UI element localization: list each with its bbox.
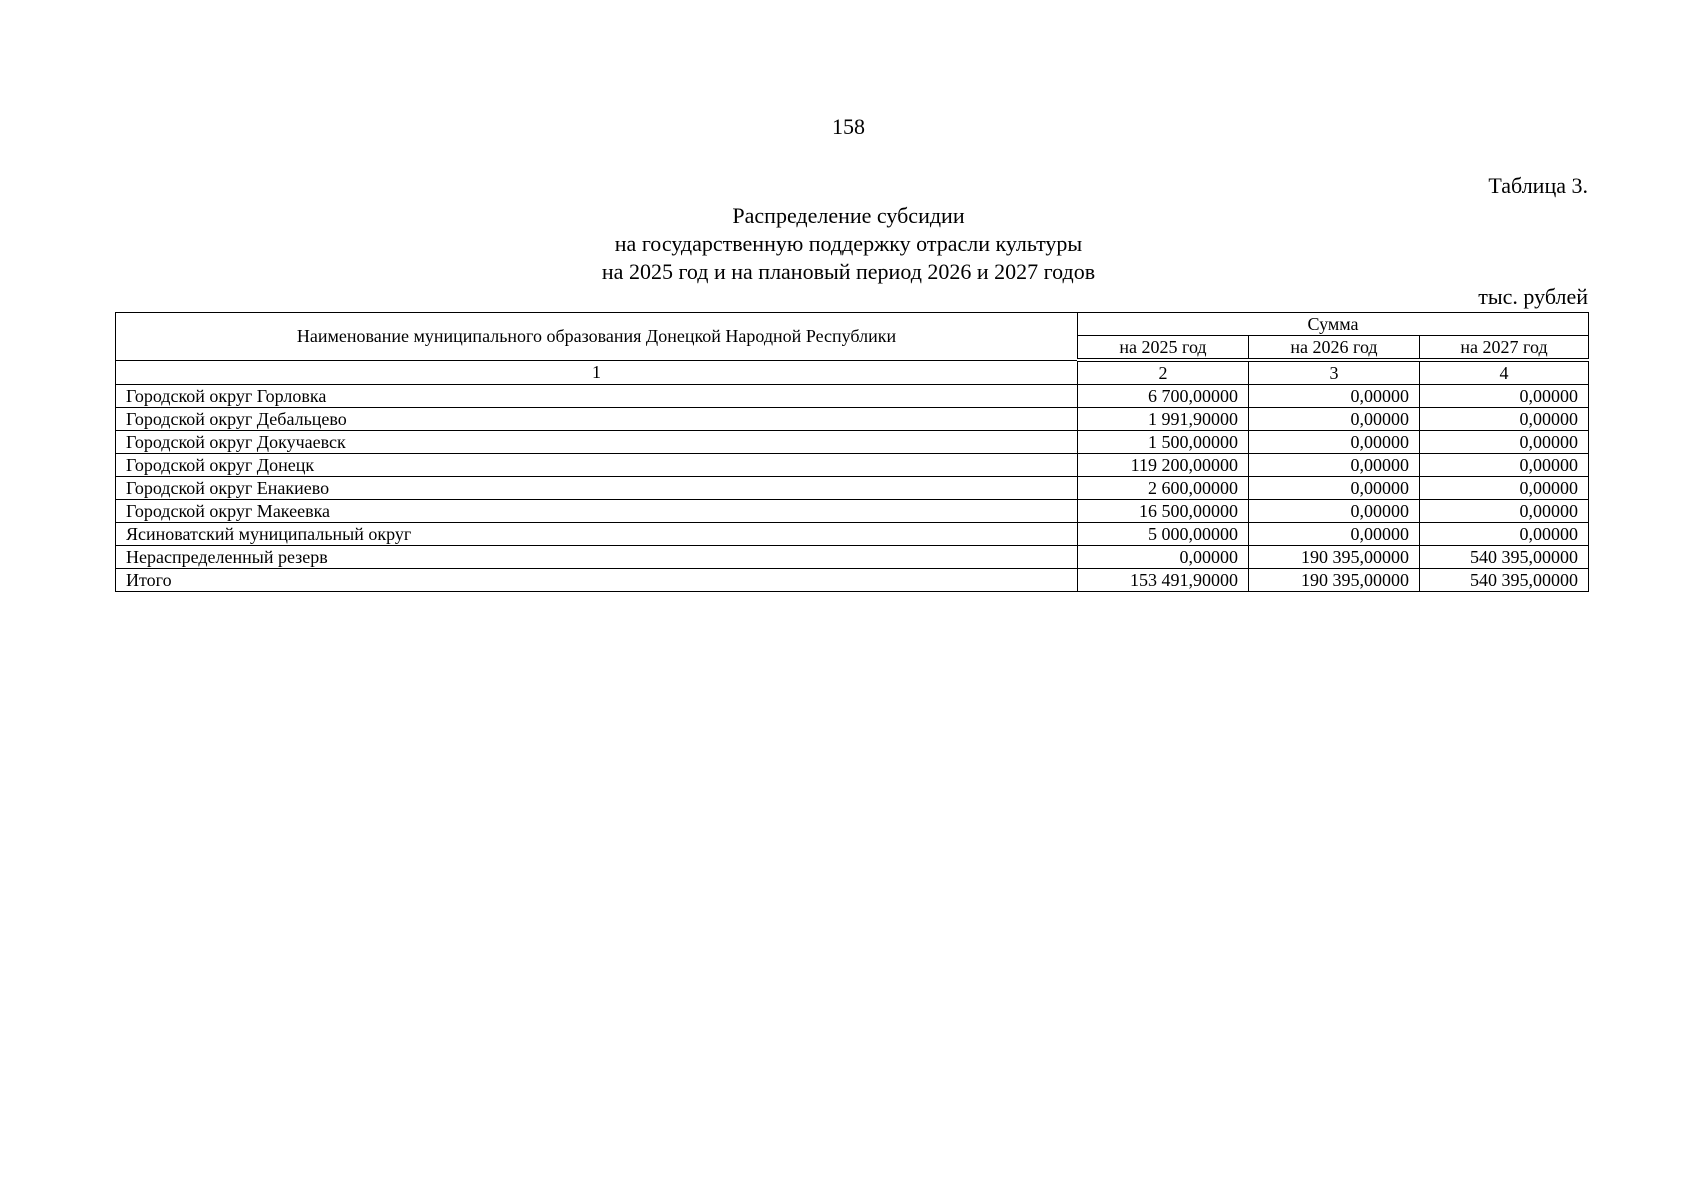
column-number: 3 <box>1249 360 1420 385</box>
column-number: 1 <box>116 360 1078 385</box>
municipality-name: Городской округ Енакиево <box>116 477 1078 500</box>
page-number: 158 <box>832 114 865 139</box>
total-2025: 153 491,90000 <box>1078 569 1249 592</box>
municipality-name: Нераспределенный резерв <box>116 546 1078 569</box>
table-row <box>116 523 1589 546</box>
municipality-name: Городской округ Горловка <box>116 385 1078 408</box>
total-row <box>116 569 1589 592</box>
amount-2027: 0,00000 <box>1420 477 1589 500</box>
municipality-name: Городской округ Докучаевск <box>116 431 1078 454</box>
header-sum-group: Сумма <box>1078 313 1589 336</box>
amount-2025: 6 700,00000 <box>1078 385 1249 408</box>
amount-2026: 190 395,00000 <box>1249 546 1420 569</box>
units-label: тыс. рублей <box>1478 284 1588 309</box>
amount-2026: 0,00000 <box>1249 454 1420 477</box>
amount-2027: 0,00000 <box>1420 454 1589 477</box>
amount-2026: 0,00000 <box>1249 385 1420 408</box>
title-line-2: на государственную поддержку отрасли культуры <box>614 231 1083 256</box>
table-row <box>116 385 1589 408</box>
title-line-3: на 2025 год и на плановый период 2026 и 2027 годов <box>601 259 1096 284</box>
table-row <box>116 408 1589 431</box>
amount-2025: 1 991,90000 <box>1078 408 1249 431</box>
table-title <box>0 202 1697 286</box>
amount-2025: 0,00000 <box>1078 546 1249 569</box>
amount-2025: 2 600,00000 <box>1078 477 1249 500</box>
amount-2026: 0,00000 <box>1249 431 1420 454</box>
header-row-top <box>116 313 1589 336</box>
column-number: 2 <box>1078 360 1249 385</box>
title-line-1: Распределение субсидии <box>732 203 965 228</box>
municipality-name: Городской округ Донецк <box>116 454 1078 477</box>
amount-2026: 0,00000 <box>1249 408 1420 431</box>
total-2027: 540 395,00000 <box>1420 569 1589 592</box>
subsidy-table <box>115 312 1589 592</box>
amount-2027: 540 395,00000 <box>1420 546 1589 569</box>
amount-2025: 1 500,00000 <box>1078 431 1249 454</box>
amount-2026: 0,00000 <box>1249 477 1420 500</box>
amount-2026: 0,00000 <box>1249 500 1420 523</box>
amount-2027: 0,00000 <box>1420 431 1589 454</box>
amount-2027: 0,00000 <box>1420 523 1589 546</box>
total-2026: 190 395,00000 <box>1249 569 1420 592</box>
total-label: Итого <box>116 569 1078 592</box>
table-row <box>116 477 1589 500</box>
table-row <box>116 546 1589 569</box>
header-year-2027: на 2027 год <box>1420 336 1589 361</box>
municipality-name: Городской округ Дебальцево <box>116 408 1078 431</box>
column-number-row <box>116 360 1589 385</box>
table-row <box>116 431 1589 454</box>
amount-2026: 0,00000 <box>1249 523 1420 546</box>
header-year-2026: на 2026 год <box>1249 336 1420 361</box>
amount-2027: 0,00000 <box>1420 408 1589 431</box>
header-year-2025: на 2025 год <box>1078 336 1249 361</box>
amount-2025: 119 200,00000 <box>1078 454 1249 477</box>
column-number: 4 <box>1420 360 1589 385</box>
table-row <box>116 454 1589 477</box>
amount-2027: 0,00000 <box>1420 385 1589 408</box>
amount-2027: 0,00000 <box>1420 500 1589 523</box>
municipality-name: Городской округ Макеевка <box>116 500 1078 523</box>
amount-2025: 5 000,00000 <box>1078 523 1249 546</box>
table-row <box>116 500 1589 523</box>
municipality-name: Ясиноватский муниципальный округ <box>116 523 1078 546</box>
header-name-column: Наименование муниципального образования Донецкой Народной Республики <box>116 313 1078 361</box>
amount-2025: 16 500,00000 <box>1078 500 1249 523</box>
table-label: Таблица 3. <box>1488 173 1588 198</box>
